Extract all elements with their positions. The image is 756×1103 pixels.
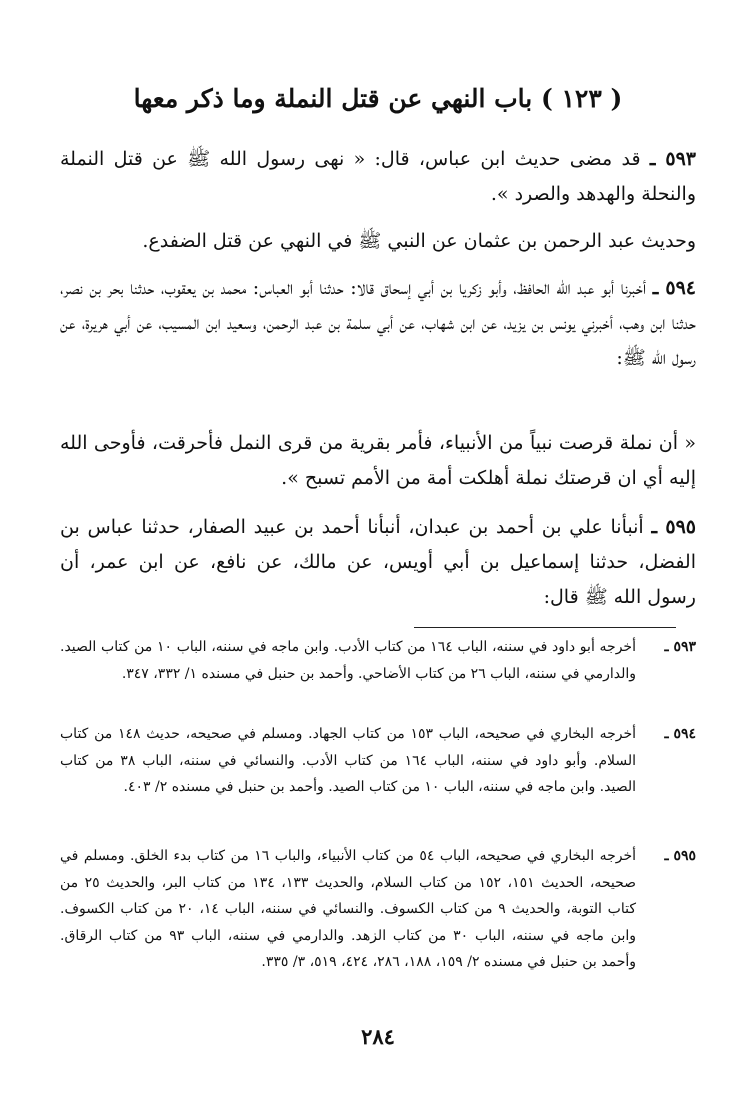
footnote-separator — [414, 627, 676, 628]
hadith-number: ٥٩٤ ـ — [652, 277, 696, 299]
paragraph-text: « أن نملة قرصت نبياً من الأنبياء، فأمر بقرية من قرى النمل فأحرقت، فأوحى الله إليه أي ان قرصتك نملة أهلكت أمة من الأمم تسبح ». — [60, 432, 696, 489]
paragraph-text: قد مضى حديث ابن عباس، قال: « نهى رسول الله ﷺ عن قتل النملة والنحلة والهدهد والصرد ». — [60, 148, 696, 205]
page-number: ٢٨٤ — [361, 1024, 395, 1049]
paragraph-text: أنبأنا علي بن أحمد بن عبدان، أنبأنا أحمد بن عبيد الصفار، حدثنا عباس بن الفضل، حدثنا إسماعيل بن أبي أويس، عن مالك، عن نافع، عن ابن عمر، أن رسول الله ﷺ قال: — [60, 516, 696, 608]
paragraph-594 — [60, 271, 696, 376]
hadith-number: ٥٩٥ ـ — [651, 516, 696, 538]
footnote-text: أخرجه البخاري في صحيحه، الباب ١٥٣ من كتاب الجهاد. ومسلم في صحيحه، حديث ١٤٨ من كتاب السلام. وأبو داود في سننه، الباب ١٦٤ من كتاب الأدب. والنسائي في سننه، الباب ٣٨ من كتاب الصيد. وابن ماجه في سننه، الباب ١٠ من كتاب الصيد. وأحمد بن حنبل في مسنده ٢/ ٤٠٣. — [60, 726, 636, 795]
paragraph-text: أخبرنا أبو عبد الله الحافظ، وأبو زكريا بن أبي إسحاق قالا: حدثنا أبو العباس: محمد بن يعقوب، حدثنا بحر بن نصر، حدثنا ابن وهب، أخبرني يونس بن يزيد، عن ابن شهاب، عن أبي سلمة بن عبد الرحمن، وسعيد ابن المسيب، عن أبي هريرة، عن رسول الله ﷺ: — [60, 277, 696, 369]
footnote-text: أخرجه أبو داود في سننه، الباب ١٦٤ من كتاب الأدب. وابن ماجه في سننه، الباب ١٠ من كتاب الصيد. والدارمي في سننه، الباب ٢٦ من كتاب الأضاحي. وأحمد بن حنبل في مسنده ١/ ٣٣٢، ٣٤٧. — [60, 639, 636, 682]
footnote-number: ٥٩٥ ـ — [664, 848, 696, 864]
footnote-593 — [60, 634, 696, 687]
footnote-text: أخرجه البخاري في صحيحه، الباب ٥٤ من كتاب الأنبياء، والباب ١٦ من كتاب بدء الخلق. ومسلم في صحيحه، الحديث ١٥١، ١٥٢ من كتاب السلام، والحديث ١٣٣، ١٣٤ من كتاب البر، والحديث ٢٥ من كتاب التوبة، والحديث ٩ من كتاب الكسوف. والنسائي في سننه، الباب ١٤، ٢٠ من كتاب الكسوف. وابن ماجه في سننه، الباب ٣٠ من كتاب الزهد. والدارمي في سننه، الباب ٩٣ من كتاب الرقاق. وأحمد بن حنبل في مسنده ٢/ ١٥٩، ١٨٨، ٢٨٦، ٤٢٤، ٥١٩، ٣/ ٣٣٥. — [60, 848, 637, 970]
paragraph-continuation — [60, 224, 696, 259]
hadith-number: ٥٩٣ ـ — [649, 148, 696, 170]
chapter-title: ( ١٢٣ ) باب النهي عن قتل النملة وما ذكر معها — [133, 84, 623, 113]
footnote-594 — [60, 721, 696, 801]
footnote-number: ٥٩٣ ـ — [664, 639, 696, 655]
paragraph-text: وحديث عبد الرحمن بن عثمان عن النبي ﷺ في النهي عن قتل الضفدع. — [142, 230, 696, 252]
paragraph-595 — [60, 510, 696, 615]
footnote-number: ٥٩٤ ـ — [664, 726, 696, 742]
paragraph-593 — [60, 142, 696, 212]
paragraph-hadith-text — [60, 426, 696, 496]
footnote-595 — [60, 843, 696, 976]
